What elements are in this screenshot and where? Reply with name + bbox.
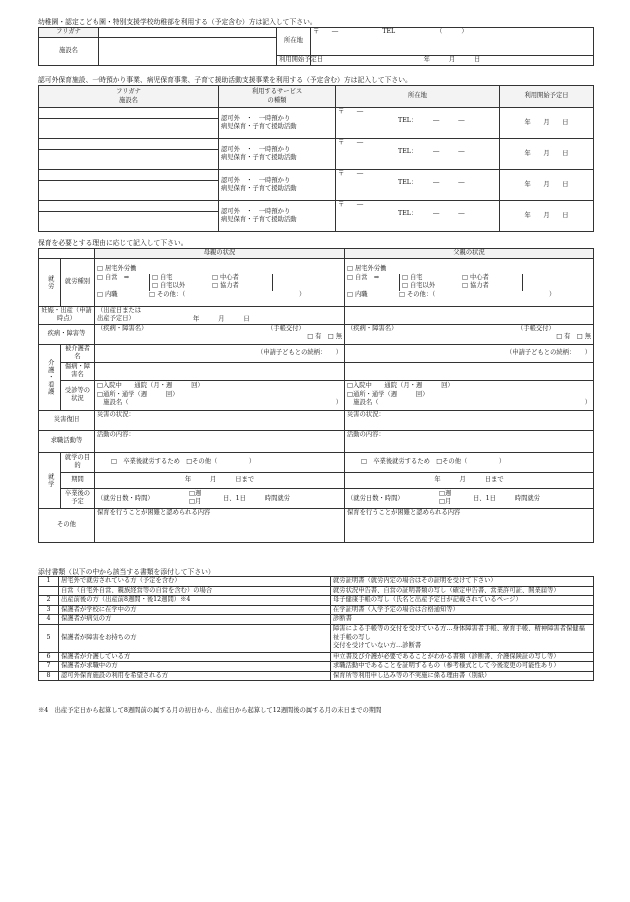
father-job[interactable]: 活動の内容：: [345, 430, 594, 452]
attach-num: 6: [39, 652, 59, 662]
attach-document: 母子健康手帳の写し（氏名と出産予定日が記載されているページ）: [331, 596, 594, 606]
attach-num: 7: [39, 662, 59, 672]
furigana-label: フリガナ: [39, 28, 99, 38]
corner: [39, 249, 95, 259]
address-input[interactable]: 〒 ― TEL （ ）: [311, 28, 594, 56]
father-care-status[interactable]: □入院中 通院（月・週 回） □通所・通学（週 回） 施設名（ ）: [345, 380, 594, 410]
attach-document: 就労証明書（就労内定の場合はその証明を受けて下さい）: [331, 577, 594, 587]
father-care-target[interactable]: （申請子どもとの続柄： ）: [345, 344, 594, 362]
care-ill-label: 傷病・障害名: [61, 362, 95, 380]
mother-care-target[interactable]: （申請子どもとの続柄： ）: [95, 344, 345, 362]
unlicensed-furigana-input[interactable]: [39, 108, 219, 119]
care-status-label: 受診等の状況: [61, 380, 95, 410]
unlicensed-service[interactable]: 認可外 ・ 一時預かり 病児保育・子育て援助活動: [219, 139, 336, 170]
study-period-label: 期間: [61, 472, 95, 488]
attach-num: 3: [39, 605, 59, 615]
unlicensed-service[interactable]: 認可外 ・ 一時預かり 病児保育・子育て援助活動: [219, 170, 336, 201]
father-disaster[interactable]: 災害の状況：: [345, 410, 594, 430]
mother-job[interactable]: 活動の内容：: [95, 430, 345, 452]
attach-condition: 自営（自宅外自営、親族経営等の自営を含む）の場合: [59, 586, 331, 596]
care-label: 介護・看護: [39, 344, 61, 410]
attach-condition: 保護者が病気の方: [59, 615, 331, 625]
attach-num: 4: [39, 615, 59, 625]
attachments-table: [38, 576, 594, 681]
mother-preg[interactable]: （出産日または 出産予定日） 年 月 日: [95, 306, 345, 324]
mother-care-ill[interactable]: [95, 362, 345, 380]
study-label: 就学: [39, 452, 61, 508]
start-date-input[interactable]: 年 月 日: [311, 56, 594, 66]
unlicensed-start-date[interactable]: 年 月 日: [500, 201, 594, 232]
h-start: 利用開始予定日: [500, 86, 594, 108]
footnote: ※4 出産予定日から起算して8週間前の属する月の初日から、出産日から起算して12週間後の属する月の末日までの期間: [38, 707, 382, 714]
mother-work[interactable]: □ 居宅外労働 □ 自営 ⇒ □ 自宅 □ 自宅以外 □ 中心者 □ 協力者 □ 内職 □ その他：（ ）: [95, 258, 345, 306]
attach-num: 2: [39, 596, 59, 606]
reason-table: [38, 248, 594, 543]
mother-study-plan[interactable]: （就労日数・時間） □週 □月 日、1日 時間就労: [95, 488, 345, 508]
unlicensed-table: [38, 85, 594, 232]
unlicensed-service[interactable]: 認可外 ・ 一時預かり 病児保育・子育て援助活動: [219, 108, 336, 139]
attach-condition: 認可外保育施設の利用を希望される方: [59, 671, 331, 681]
job-label: 求職活動等: [39, 430, 95, 452]
start-label: 利用開始予定日: [277, 56, 311, 66]
shuro-label: 就労: [39, 258, 61, 306]
h-address: 所在地: [336, 86, 500, 108]
section3-caption: 保育を必要とする理由に応じて記入して下さい。: [38, 239, 188, 247]
unlicensed-service[interactable]: 認可外 ・ 一時預かり 病児保育・子育て援助活動: [219, 201, 336, 232]
section1-caption: 幼稚園・認定こども園・特別支援学校幼稚部を利用する（予定含む）方は記入して下さい。: [38, 18, 317, 26]
mother-header: 母親の状況: [95, 249, 345, 259]
attach-condition: 居宅外で就労されている方（予定を含む）: [59, 577, 331, 587]
care-target-label: 被介護者名: [61, 344, 95, 362]
unlicensed-start-date[interactable]: 年 月 日: [500, 108, 594, 139]
shuro-type-label: 就労種別: [61, 258, 95, 306]
unlicensed-start-date[interactable]: 年 月 日: [500, 170, 594, 201]
father-other[interactable]: 保育を行うことが困難と認められる内容: [345, 508, 594, 542]
attach-condition: 保護者が介護している方: [59, 652, 331, 662]
study-plan-label: 卒業後の予定: [61, 488, 95, 508]
attach-condition: 出産前後の方（出産前8週間・後12週間）※4: [59, 596, 331, 606]
h-name: フリガナ 施設名: [39, 86, 219, 108]
mother-study-period[interactable]: 年 月 日まで: [95, 472, 345, 488]
mother-disaster[interactable]: 災害の状況：: [95, 410, 345, 430]
attach-num: 5: [39, 624, 59, 652]
father-study-plan[interactable]: （就労日数・時間） □週 □月 日、1日 時間就労: [345, 488, 594, 508]
unlicensed-furigana-input[interactable]: [39, 170, 219, 181]
facility-label: 施設名: [39, 38, 99, 66]
unlicensed-start-date[interactable]: 年 月 日: [500, 139, 594, 170]
attach-condition: 保護者が学校に在学中の方: [59, 605, 331, 615]
mother-study-purpose[interactable]: □ 卒業後就労するため □その他（ ）: [95, 452, 345, 472]
unlicensed-facility-input[interactable]: [39, 150, 219, 170]
unlicensed-address[interactable]: 〒 ― TEL： ― ―: [336, 139, 500, 170]
father-study-purpose[interactable]: □ 卒業後就労するため □その他（ ）: [345, 452, 594, 472]
furigana-input[interactable]: [99, 28, 277, 38]
address-label: 所在地: [277, 28, 311, 56]
attach-document: 就労状況申告書、自営の証明書類の写し（確定申告書、営業許可証、開業届等）: [331, 586, 594, 596]
disaster-label: 災害復旧: [39, 410, 95, 430]
unlicensed-address[interactable]: 〒 ― TEL： ― ―: [336, 108, 500, 139]
section4-caption: 添付書類（以下の中から該当する書類を添付して下さい）: [38, 568, 215, 576]
section2-caption: 認可外保育施設、一時預かり事業、病児保育事業、子育て援助活動支援事業を利用する（予定含む）方は記入して下さい。: [38, 76, 412, 84]
father-study-period[interactable]: 年 月 日まで: [345, 472, 594, 488]
mother-other[interactable]: 保育を行うことが困難と認められる内容: [95, 508, 345, 542]
attach-num: [39, 586, 59, 596]
unlicensed-address[interactable]: 〒 ― TEL： ― ―: [336, 170, 500, 201]
unlicensed-facility-input[interactable]: [39, 119, 219, 139]
attach-condition: 保護者が障害をお持ちの方: [59, 624, 331, 652]
unlicensed-facility-input[interactable]: [39, 212, 219, 232]
study-purpose-label: 就学の目的: [61, 452, 95, 472]
mother-ill[interactable]: （疾病・障害名） （手帳交付） □ 有 □ 無: [95, 324, 345, 344]
father-header: 父親の状況: [345, 249, 594, 259]
attach-document: 障害による手帳等の交付を受けている方…身体障害者手帳、療育手帳、精神障害者保健福祉手帳の写し 交付を受けていない方…診断書: [331, 624, 594, 652]
attach-document: 保育所等利用申し込み等の不実施に係る理由書（別紙）: [331, 671, 594, 681]
facility-input[interactable]: [99, 38, 277, 66]
other-label: その他: [39, 508, 95, 542]
unlicensed-facility-input[interactable]: [39, 181, 219, 201]
ill-label: 疾病・障害等: [39, 324, 95, 344]
attach-num: 1: [39, 577, 59, 587]
father-preg: [345, 306, 594, 324]
attach-document: 求職活動中であることを証明するもの（参考様式として今後変更の可能性あり）: [331, 662, 594, 672]
father-work[interactable]: □ 居宅外労働 □ 自営 ⇒ □ 自宅 □ 自宅以外 □ 中心者 □ 協力者 □ 内職 □ その他：（ ）: [345, 258, 594, 306]
attach-condition: 保護者が求職中の方: [59, 662, 331, 672]
attach-document: 在学証明書（入学予定の場合は合格通知等）: [331, 605, 594, 615]
unlicensed-furigana-input[interactable]: [39, 201, 219, 212]
attach-document: 診断書: [331, 615, 594, 625]
kindergarten-table: [38, 27, 594, 66]
attach-document: 申立書及び介護が必要であることがわかる書類（診断書、介護保険証の写し等）: [331, 652, 594, 662]
unlicensed-furigana-input[interactable]: [39, 139, 219, 150]
attach-num: 8: [39, 671, 59, 681]
father-ill[interactable]: （疾病・障害名） （手帳交付） □ 有 □ 無: [345, 324, 594, 344]
unlicensed-address[interactable]: 〒 ― TEL： ― ―: [336, 201, 500, 232]
mother-care-status[interactable]: □入院中 通院（月・週 回） □通所・通学（週 回） 施設名（ ）: [95, 380, 345, 410]
h-service: 利用するサービス の種類: [219, 86, 336, 108]
preg-label: 妊娠・出産（申請時点）: [39, 306, 95, 324]
father-care-ill[interactable]: [345, 362, 594, 380]
